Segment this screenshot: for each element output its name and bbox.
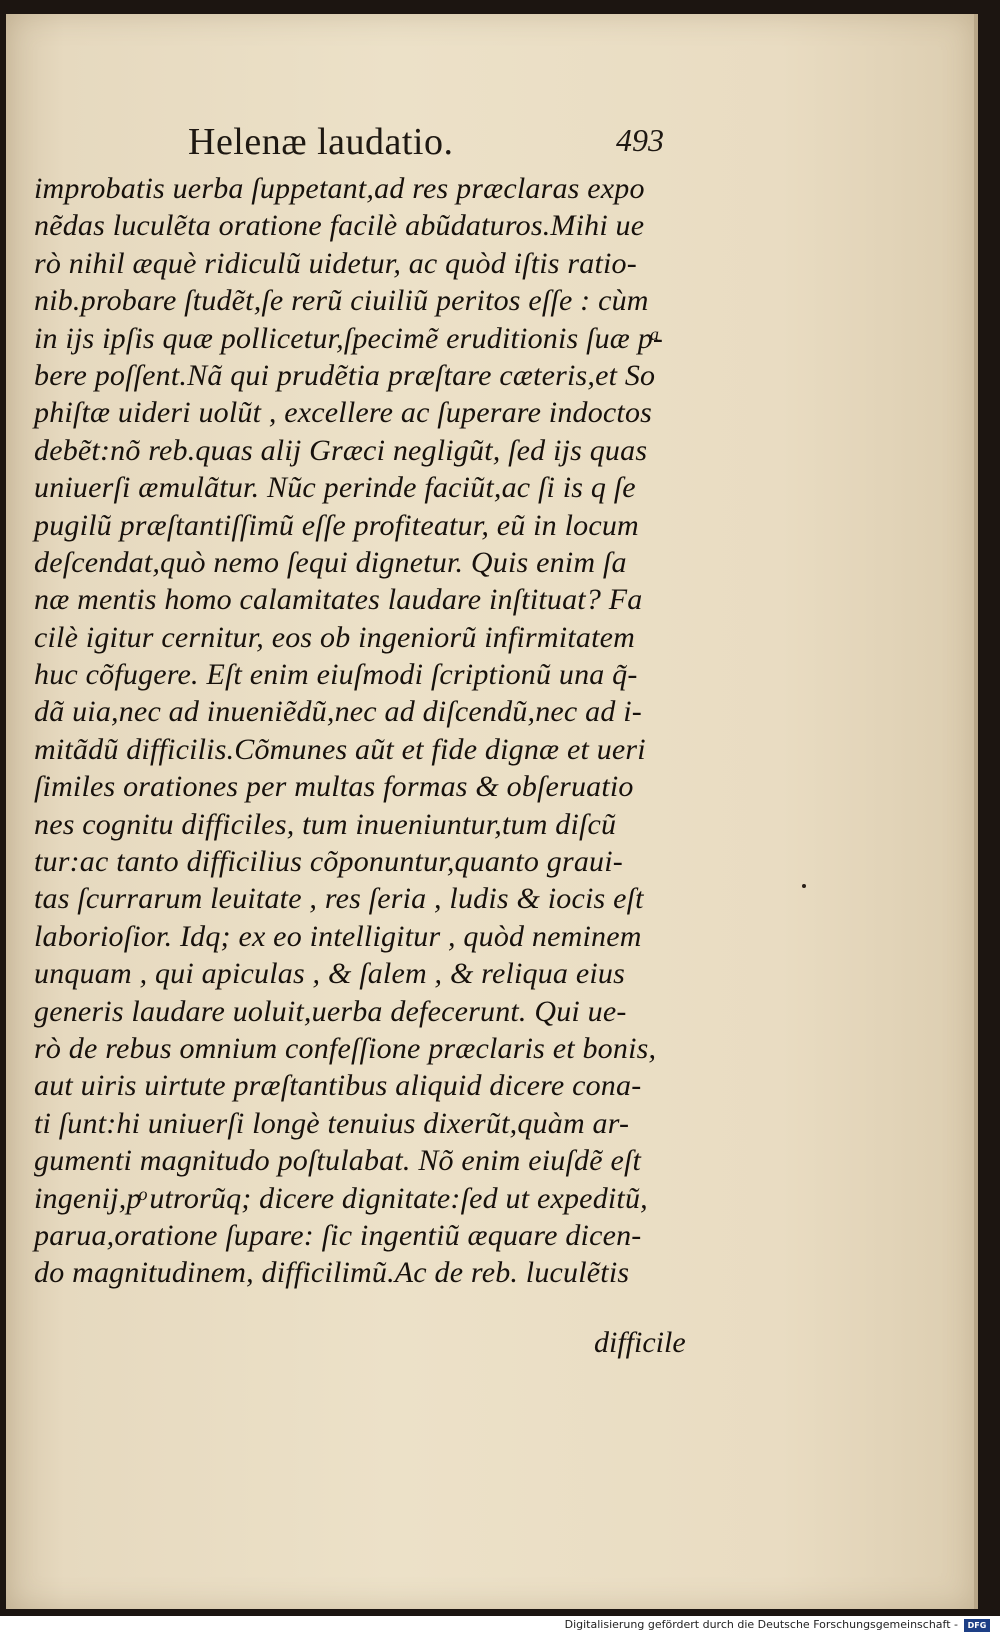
text-line: huc cõfugere. Eſt enim eiuſmodi ſcriptionũ una q̃- — [34, 658, 638, 692]
text-line: næ mentis homo calamitates laudare inſtituat? Fa — [34, 583, 643, 617]
text-line: aut uiris uirtute præſtantibus aliquid dicere cona- — [34, 1069, 642, 1103]
text-line: ſimiles orationes per multas formas & obſeruatio — [34, 770, 634, 804]
ink-speck — [802, 884, 806, 888]
text-line: in ijs ipſis quæ pollicetur,ſpecimẽ eruditionis ſuæ pͣ- — [34, 321, 664, 355]
text-line: mitãdũ difficilis.Cõmunes aũt et fide dignæ et ueri — [34, 732, 646, 766]
text-line: laborioſior. Idq; ex eo intelligitur , quòd neminem — [34, 919, 642, 953]
text-line: nib.probare ſtudẽt,ſe rerũ ciuiliũ peritos eſſe : cùm — [34, 284, 649, 318]
text-line: cilè igitur cernitur, eos ob ingeniorũ infirmitatem — [34, 620, 635, 654]
text-line: tas ſcurrarum leuitate , res ſeria , ludis & iocis eſt — [34, 882, 644, 916]
text-line: dã uia,nec ad inueniẽdũ,nec ad diſcendũ,nec ad i- — [34, 695, 642, 729]
folio-number: 493 — [616, 122, 664, 158]
text-line: ti ſunt:hi uniuerſi longè tenuius dixerũt,quàm ar- — [34, 1106, 630, 1140]
book-page — [6, 14, 978, 1609]
text-line: tur:ac tanto difficilius cõponuntur,quanto graui- — [34, 845, 623, 879]
text-line: parua,oratione ſupare: ſic ingentiũ æquare dicen- — [34, 1218, 642, 1252]
text-line: phiſtæ uideri uolũt , excellere ac ſuperare indoctos — [34, 396, 653, 430]
text-line: gumenti magnitudo poſtulabat. Nõ enim eiuſdẽ eſt — [34, 1144, 642, 1178]
text-line: ingenij,pͦ utrorũq; dicere dignitate:ſed ut expeditũ, — [34, 1181, 648, 1215]
text-line: nẽdas luculẽta oratione facilè abũdaturos.Mihi ue — [34, 209, 645, 243]
text-line: debẽt:nõ reb.quas alij Græci negligũt, ſed ijs quas — [34, 433, 648, 467]
text-line: bere poſſent.Nã qui prudẽtia præſtare cæteris,et So — [34, 358, 656, 392]
running-title: Helenæ laudatio. — [188, 121, 454, 163]
text-line: generis laudare uoluit,uerba defecerunt. Qui ue- — [34, 994, 627, 1028]
text-line: deſcendat,quò nemo ſequi dignetur. Quis enim ſa — [34, 545, 627, 579]
digitization-footer — [0, 1616, 1000, 1636]
text-line: do magnitudinem, difficilimũ.Ac de reb. luculẽtis — [34, 1256, 630, 1290]
text-line: pugilũ præſtantiſſimũ eſſe profiteatur, eũ in locum — [34, 508, 639, 542]
catchword: difficile — [594, 1326, 686, 1359]
text-line: uniuerſi æmulãtur. Nũc perinde faciũt,ac ſi is q ſe — [34, 471, 636, 505]
page-header — [6, 120, 974, 170]
text-line: rò nihil æquè ridiculũ uidetur, ac quòd iſtis ratio- — [34, 246, 637, 280]
text-line: unquam , qui apiculas , & ſalem , & reliqua eius — [34, 957, 625, 991]
text-line: nes cognitu difficiles, tum inueniuntur,tum diſcũ — [34, 807, 617, 841]
funding-credit: Digitalisierung gefördert durch die Deutsche Forschungsgemeinschaft - — [564, 1618, 958, 1631]
text-line: rò de rebus omnium confeſſione præclaris et bonis, — [34, 1031, 657, 1065]
main-text-block — [34, 170, 694, 1292]
text-line: improbatis uerba ſuppetant,ad res præclaras expo — [34, 172, 645, 205]
dfg-logo: DFG — [964, 1619, 990, 1632]
